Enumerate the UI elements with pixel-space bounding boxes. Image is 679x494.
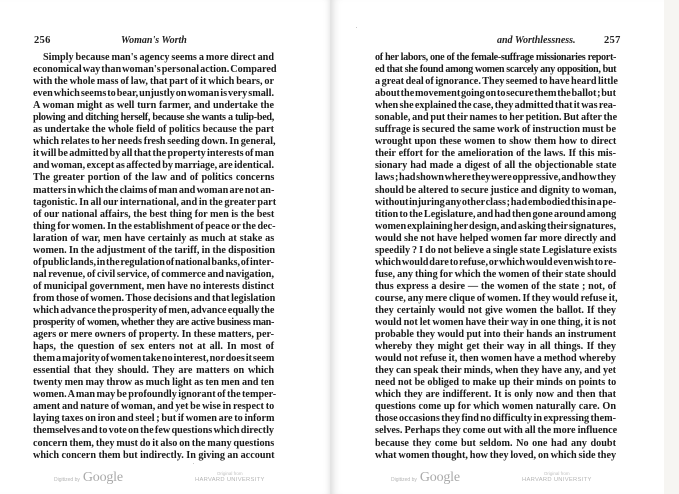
text-line: A woman might as well turn farmer, and undertake the — [33, 100, 274, 112]
text-line: should be altered to secure justice and dignity to woman, — [375, 184, 617, 196]
text-line: tition to the Legislature, and had then gone around among — [375, 208, 617, 220]
text-line: matters in which the claims of man and woman are not an- — [33, 184, 275, 196]
text-line: as undertake the whole field of politics because the part — [33, 124, 274, 136]
text-line: which relates to her needs fresh seeding down. In general, — [33, 136, 276, 148]
text-line: of our national affairs, the best thing for men is the best — [33, 208, 275, 220]
text-line: laration of war, men have certainly as much at stake as — [33, 232, 275, 244]
page-number: 257 — [604, 35, 621, 46]
original-institution: HARVARD UNIVERSITY — [195, 477, 265, 483]
text-line: prosperity of women, whether they are active business man- — [33, 317, 275, 329]
text-line: it will be admitted by all that the property interests of man — [33, 148, 274, 160]
text-line: sionary had made a digest of all the objectionable state — [375, 160, 617, 172]
running-title: and Worthlessness. — [497, 35, 576, 46]
text-line: themselves and to vote on the few questions which directly — [33, 425, 274, 437]
text-line: whereby they might get their way in all things. If they — [375, 341, 616, 353]
text-line: ed that she found among women scarcely any opposition, but — [375, 64, 617, 76]
original-label: Original from — [216, 471, 243, 476]
text-line: would she not have helped women far more directly and — [375, 232, 617, 244]
right-page[interactable] — [331, 0, 664, 494]
text-line: would not let women have their way in one thing, it is not — [375, 317, 617, 329]
scan-speck — [356, 27, 357, 28]
text-line: women. A man may be profoundly ignorant of the temper- — [33, 389, 277, 401]
text-line: about the movement going on to secure them the ballot ; but — [375, 88, 616, 100]
text-line: selves. Perhaps they come out with all the more influence — [375, 425, 618, 437]
scan-speck — [452, 448, 453, 449]
original-from-watermark — [522, 470, 592, 490]
text-line: agers or mere owners of property. In these matters, per- — [33, 329, 275, 341]
text-line: laws ; had shown where they were oppressive, and how they — [375, 172, 616, 184]
page-body-text — [33, 52, 277, 462]
text-line: because they come but seldom. No one had any doubt — [375, 437, 616, 449]
text-line: suffrage is secured the same work of instruction must be — [375, 124, 616, 136]
text-line: what women thought, how they loved, on which side they — [375, 449, 617, 461]
text-line: which advance the prosperity of men, advance equally the — [33, 304, 275, 316]
text-line: with the whole mass of law, that part of it which bears, or — [33, 76, 275, 88]
digitized-label: Digitized by — [391, 477, 417, 483]
text-line: thus express a desire — the women of the state ; not, of — [375, 280, 617, 292]
digitized-by-google-watermark — [391, 470, 460, 490]
text-line: need not be obliged to make up their minds on points to — [375, 377, 617, 389]
text-line: probable they would put into their hands an instrument — [375, 329, 616, 341]
text-line: course, any mere clique of women. If they would refuse it, — [375, 292, 618, 304]
text-line: haps, the question of sex enters not at all. In most of — [33, 341, 274, 353]
text-line: thing for women. In the establishment of peace or the dec- — [33, 220, 276, 232]
original-label: Original from — [543, 471, 570, 476]
scan-speck — [193, 463, 194, 464]
text-line: and woman, except as affected by marriage, are identical. — [33, 160, 274, 172]
text-line: speedily ? I do not believe a single state Legislature exists — [375, 244, 617, 256]
text-line: women explaining her design, and asking their signatures, — [375, 220, 616, 232]
text-line: concern them, they must do it also on the many questions — [33, 437, 275, 449]
text-line: sonable, and put their names to her petition. But after the — [375, 112, 618, 124]
text-line: of her labors, one of the female-suffrage missionaries report- — [375, 52, 617, 63]
text-line: of public lands, in the regulation of national banks, of inter- — [33, 256, 274, 268]
text-line: laying taxes on iron and steel ; but if women are to inform — [33, 413, 275, 425]
text-line: without injuring any other class ; had embodied this in a pe- — [375, 196, 616, 208]
text-line: economical way than woman's personal action. Compared — [33, 64, 277, 76]
original-from-watermark — [195, 470, 265, 490]
google-logo: Google — [419, 470, 460, 485]
original-institution: HARVARD UNIVERSITY — [522, 477, 592, 483]
text-line: essential that they should. They are matters on which — [33, 365, 274, 377]
text-line: nal revenue, of civil service, of commerce and navigation, — [33, 268, 274, 280]
text-line: of municipal government, men have no interests distinct — [33, 280, 275, 292]
text-line: even which seems to bear, unjustly on woman is very small. — [33, 88, 274, 100]
text-line: plowing and ditching herself, because she wants a tulip-bed, — [33, 112, 274, 124]
text-line: Simply because man's agency seems a more direct and — [43, 52, 274, 63]
text-line: women. In the adjustment of the tariff, in the disposition — [33, 244, 276, 256]
text-line: they can speak their minds, when they have any, and yet — [375, 365, 616, 377]
text-line: wrought upon these women to show them how to direct — [375, 136, 617, 148]
text-line: them a majority of women take no interest, nor does it seem — [33, 353, 275, 365]
text-line: a great deal of ignorance. They seemed to have heard little — [375, 76, 618, 88]
text-line: they certainly would not give women the ballot. If they — [375, 304, 616, 316]
text-line: when she explained the case, they admitted that it was rea- — [375, 100, 617, 112]
text-line: fuse, any thing for which the women of their state should — [375, 268, 617, 280]
page-body-text — [375, 52, 616, 462]
text-line: which concern them but indirectly. In giving an account — [33, 449, 275, 461]
text-line: The greater portion of the law and of politics concerns — [33, 172, 275, 184]
viewer-background — [664, 0, 679, 494]
google-logo: Google — [82, 470, 123, 485]
text-line: twenty men may throw as much light as ten men and ten — [33, 377, 275, 389]
digitized-label: Digitized by — [54, 477, 80, 483]
left-page[interactable] — [0, 0, 331, 494]
text-line: ament and nature of woman, and yet be wise in respect to — [33, 401, 275, 413]
text-line: questions come up for which women naturally care. On — [375, 401, 616, 413]
text-line: would not refuse it, then women have a method whereby — [375, 353, 616, 365]
text-line: from those of women. Those decisions and that legislation — [33, 292, 276, 304]
text-line: which they are indifferent. It is only now and then that — [375, 389, 616, 401]
text-line: their effort for the amelioration of the laws. If this mis- — [375, 148, 616, 160]
text-line: which would dare to refuse, or which would even wish to re- — [375, 256, 617, 268]
digitized-by-google-watermark — [54, 470, 123, 490]
running-title: Woman's Worth — [121, 35, 187, 46]
text-line: those occasions they find no difficulty in expressing them- — [375, 413, 616, 425]
page-number: 256 — [34, 35, 51, 46]
text-line: tagonistic. In all our international, and in the greater part — [33, 196, 277, 208]
